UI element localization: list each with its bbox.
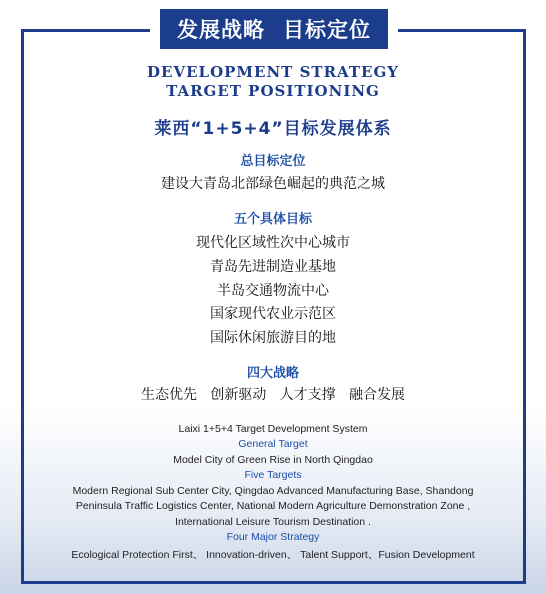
english-heading-line-1: DEVELOPMENT STRATEGY [147,63,399,81]
english-five-heading: Five Targets [244,469,302,481]
system-title: 莱西“1+5+4”目标发展体系 [154,119,392,139]
five-targets-heading: 五个具体目标 [233,212,312,227]
english-five-line-1: Modern Regional Sub Center City, Qingdao Advanced Manufacturing Base, Shandong [72,485,474,497]
english-general-heading: General Target [238,438,308,450]
page-title-banner [160,9,388,49]
english-system-title: Laixi 1+5+4 Target Development System [178,423,368,435]
five-target-item: 现代化区域性次中心城市 [196,235,350,251]
five-target-item: 国家现代农业示范区 [210,306,336,322]
english-five-line-2: Peninsula Traffic Logistics Center, National Modern Agriculture Demonstration Zone , [75,500,471,512]
four-strategies-heading: 四大战略 [246,366,299,381]
title-part-2: 目标定位 [283,18,371,42]
english-general-text: Model City of Green Rise in North Qingdao [173,454,373,466]
general-target-heading: 总目标定位 [240,154,306,169]
five-target-item: 国际休闲旅游目的地 [210,330,336,346]
general-target-text: 建设大青岛北部绿色崛起的典范之城 [161,176,385,192]
five-target-item: 青岛先进制造业基地 [210,259,336,275]
four-strategies-text: 生态优先 创新驱动 人才支撑 融合发展 [140,387,406,403]
english-four-text: Ecological Protection First、 Innovation-driven、 Talent Support、Fusion Development [71,549,475,561]
english-four-heading: Four Major Strategy [226,531,320,543]
title-part-1: 发展战略 [177,18,265,42]
english-five-line-3: International Leisure Tourism Destination . [175,516,371,528]
five-target-item: 半岛交通物流中心 [217,283,329,299]
english-heading-line-2: TARGET POSITIONING [166,82,380,100]
